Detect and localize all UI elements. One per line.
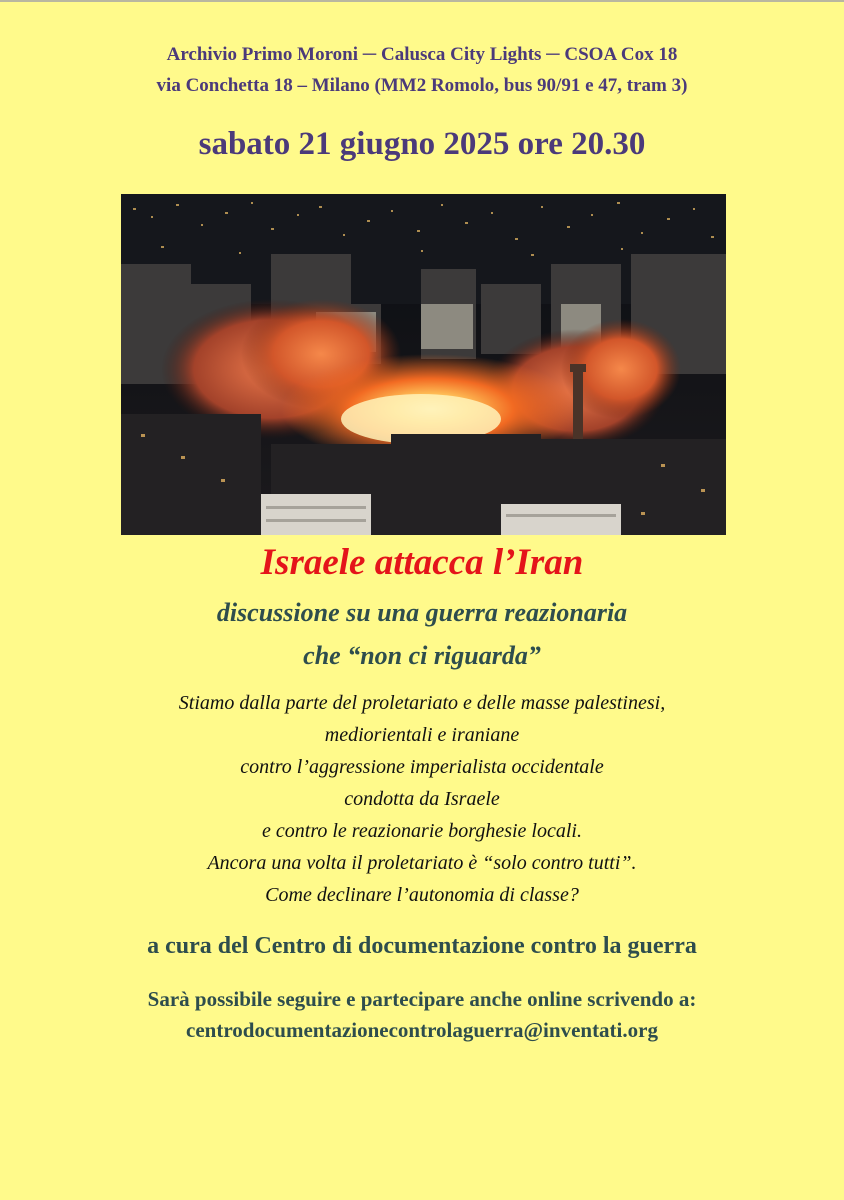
venue-line-1: Archivio Primo Moroni ─ Calusca City Lights ─ CSOA Cox 18 xyxy=(166,44,678,65)
event-date: sabato 21 giugno 2025 ore 20.30 xyxy=(198,126,646,162)
contact-email: centrodocumentazionecontrolaguerra@inventati.org xyxy=(186,1018,658,1042)
fire-photo xyxy=(121,194,726,535)
online-info: Sarà possibile seguire e partecipare anche online scrivendo a: xyxy=(147,987,697,1011)
body-line-6: Ancora una volta il proletariato è “solo contro tutti”. xyxy=(207,852,637,874)
venue-line-2: via Conchetta 18 – Milano (MM2 Romolo, bus 90/91 e 47, tram 3) xyxy=(156,75,688,96)
body-line-4: condotta da Israele xyxy=(344,788,500,810)
organizer: a cura del Centro di documentazione contro la guerra xyxy=(147,933,697,959)
fire-photo-illustration xyxy=(121,194,726,535)
body-line-7: Come declinare l’autonomia di classe? xyxy=(265,884,579,906)
event-title: Israele attacca l’Iran xyxy=(260,542,584,583)
subtitle-line-1: discussione su una guerra reazionaria xyxy=(216,598,628,627)
body-line-1: Stiamo dalla parte del proletariato e delle masse palestinesi, xyxy=(178,692,666,714)
subtitle-line-2: che “non ci riguarda” xyxy=(303,641,541,670)
body-line-2: mediorientali e iraniane xyxy=(324,724,520,746)
body-line-3: contro l’aggressione imperialista occidentale xyxy=(240,756,604,778)
body-line-5: e contro le reazionarie borghesie locali. xyxy=(262,820,582,842)
top-border xyxy=(0,0,844,2)
